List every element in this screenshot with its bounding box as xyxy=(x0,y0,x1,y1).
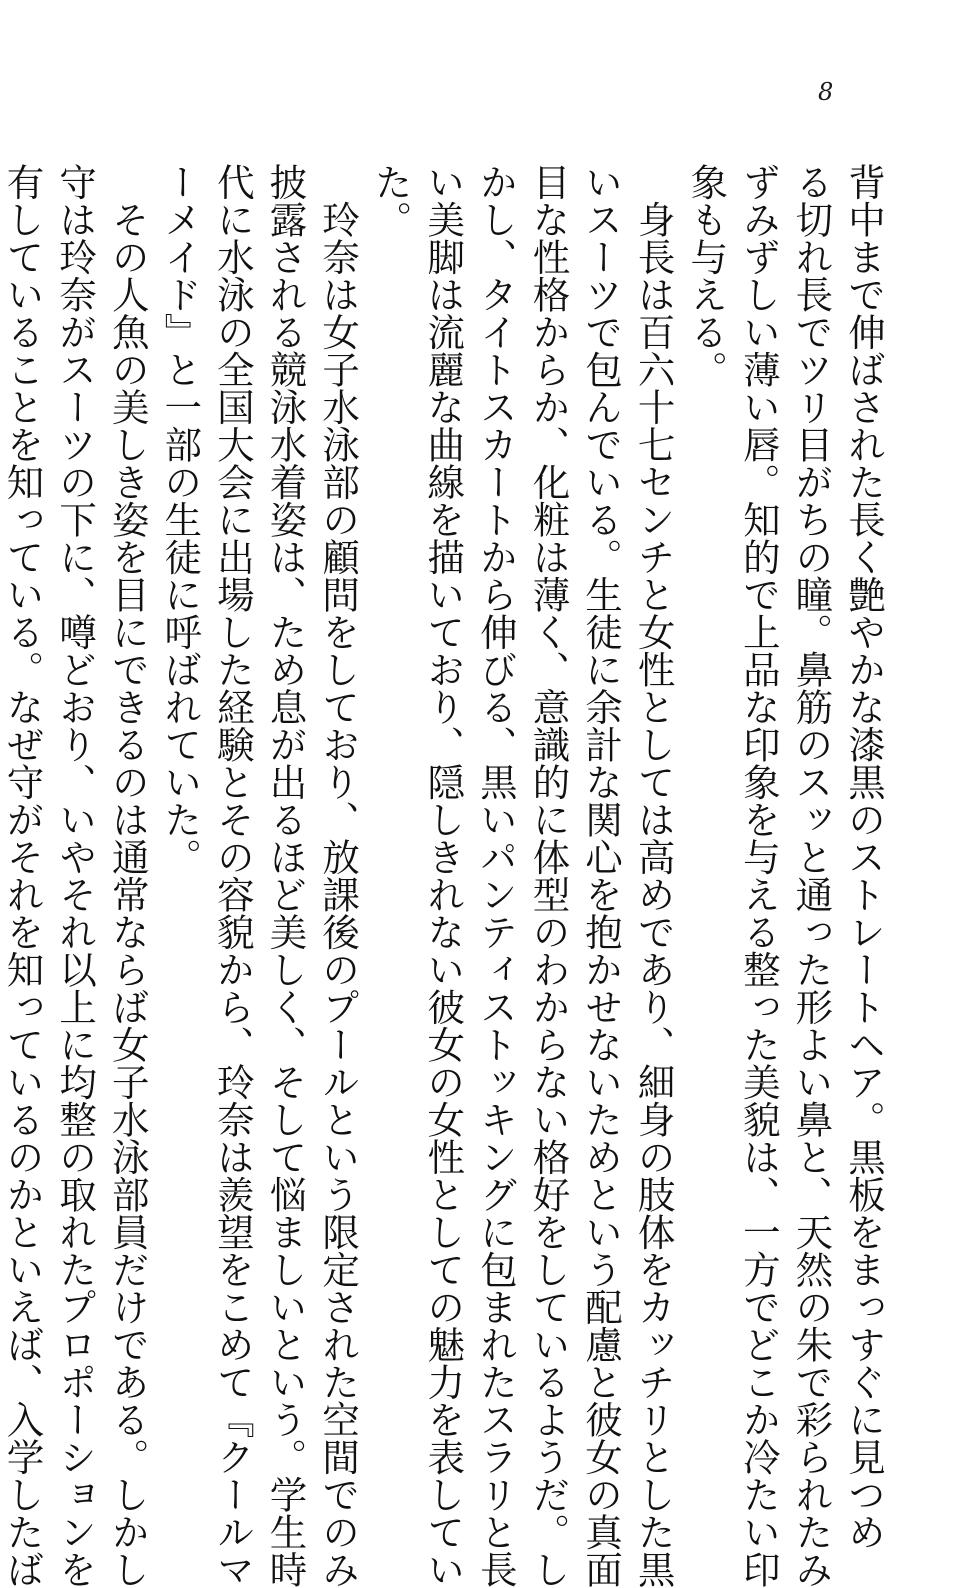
text-line: 代に水泳の全国大会に出場した経験とその容貌から、玲奈は羨望をこめて『クールマ xyxy=(210,163,255,1588)
text-line: る切れ長でツリ目がちの瞳。鼻筋のスッと通った形よい鼻と、天然の朱で彩られたみ xyxy=(789,163,834,1588)
vertical-text-body xyxy=(0,163,890,1588)
page-number: 8 xyxy=(818,78,834,106)
text-line: 披露される競泳水着姿は、ため息が出るほど美しく、そして悩ましいという。学生時 xyxy=(263,163,308,1588)
text-line: 目な性格からか、化粧は薄く、意識的に体型のわからない格好をしているようだ。し xyxy=(526,163,571,1588)
text-line: 身長は百六十七センチと女性としては高めであり、細身の肢体をカッチリとした黒 xyxy=(631,163,676,1588)
text-line: いスーツで包んでいる。生徒に余計な関心を抱かせないためという配慮と彼女の真面 xyxy=(579,163,624,1588)
text-line: かし、タイトスカートから伸びる、黒いパンティストッキングに包まれたスラリと長 xyxy=(473,163,518,1588)
text-line: 有していることを知っている。なぜ守がそれを知っているのかといえば、入学したば xyxy=(0,163,45,1588)
text-line: 守は玲奈がスーツの下に、噂どおり、いやそれ以上に均整の取れたプロポーションを xyxy=(53,163,98,1588)
text-line: ーメイド』と一部の生徒に呼ばれていた。 xyxy=(158,163,203,876)
text-line: その人魚の美しき姿を目にできるのは通常ならば女子水泳部員だけである。しかし xyxy=(105,163,150,1588)
text-line: い美脚は流麗な曲線を描いており、隠しきれない彼女の女性としての魅力を表してい xyxy=(421,163,466,1588)
text-line: 背中まで伸ばされた長く艶やかな漆黒のストレートヘア。黒板をまっすぐに見つめ xyxy=(842,163,886,1551)
text-line: 玲奈は女子水泳部の顧問をしており、放課後のプールという限定された空間でのみ xyxy=(316,163,361,1588)
text-line: ずみずしい薄い唇。知的で上品な印象を与える整った美貌は、一方でどこか冷たい印 xyxy=(736,163,781,1588)
text-line: 象も与える。 xyxy=(684,163,729,388)
text-line: た。 xyxy=(368,163,413,238)
